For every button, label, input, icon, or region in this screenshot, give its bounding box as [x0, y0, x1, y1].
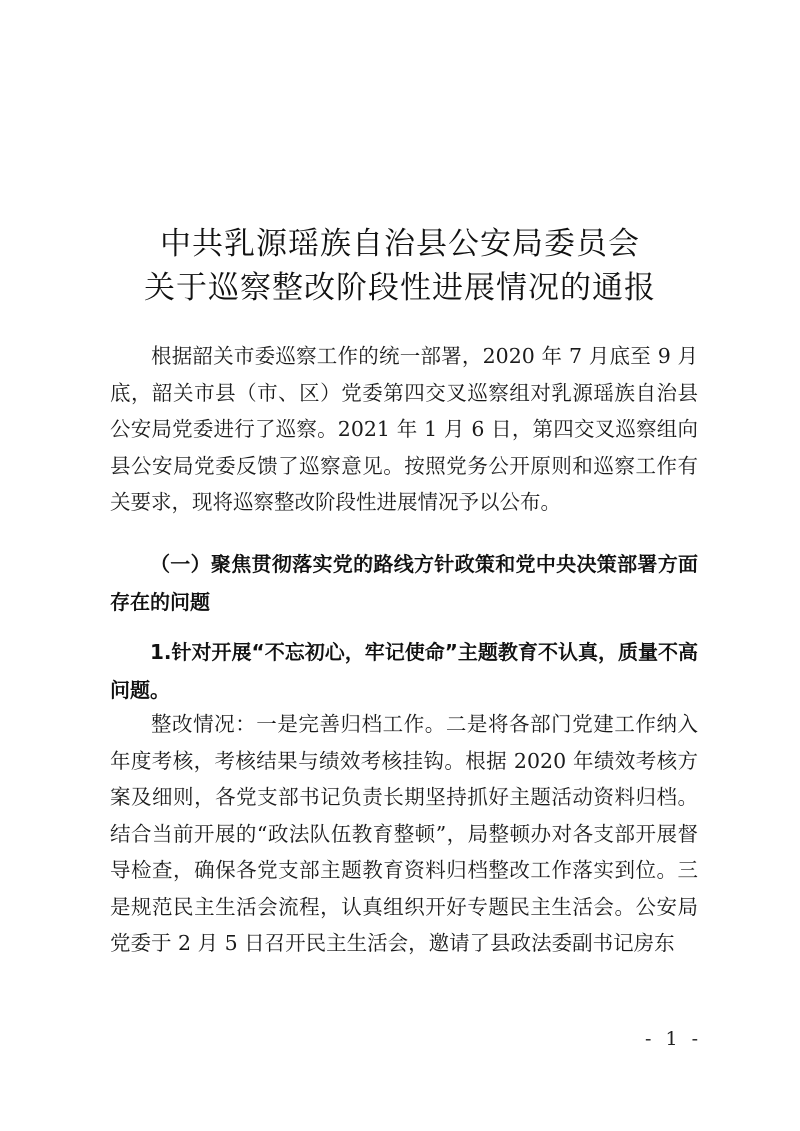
- document-title: [0, 222, 800, 310]
- title-line-2: 关于巡察整改阶段性进展情况的通报: [144, 270, 656, 306]
- rectification-paragraph: 整改情况：一是完善归档工作。二是将各部门党建工作纳入年度考核，考核结果与绩效考核挂钩。根据 2020 年绩效考核方案及细则，各党支部书记负责长期坚持抓好主题活动资料归档。结合当前开展的“政法队伍教育整顿”，局整顿办对各支部开展督导检查，确保各党支部主题教育资料归档整改工作落实到位。三是规范民主生活会流程，认真组织开好专题民主生活会。公安局党委于 2 月 5 日召开民主生活会，邀请了县政法委副书记房东: [110, 712, 698, 955]
- section-heading: （一）聚焦贯彻落实党的路线方针政策和党中央决策部署方面存在的问题: [110, 552, 698, 614]
- item-heading: 1.针对开展“不忘初心，牢记使命”主题教育不认真，质量不高问题。: [110, 640, 698, 702]
- page-number: - 1 -: [644, 1028, 702, 1050]
- title-line-1: 中共乳源瑶族自治县公安局委员会: [160, 226, 640, 262]
- intro-paragraph: 根据韶关市委巡察工作的统一部署，2020 年 7 月底至 9 月底，韶关市县（市、区）党委第四交叉巡察组对乳源瑶族自治县公安局党委进行了巡察。2021 年 1 月 6 日，第四交叉巡察组向县公安局党委反馈了巡察意见。按照党务公开原则和巡察工作有关要求，现将巡察整改阶段性进展情况予以公布。: [110, 344, 698, 514]
